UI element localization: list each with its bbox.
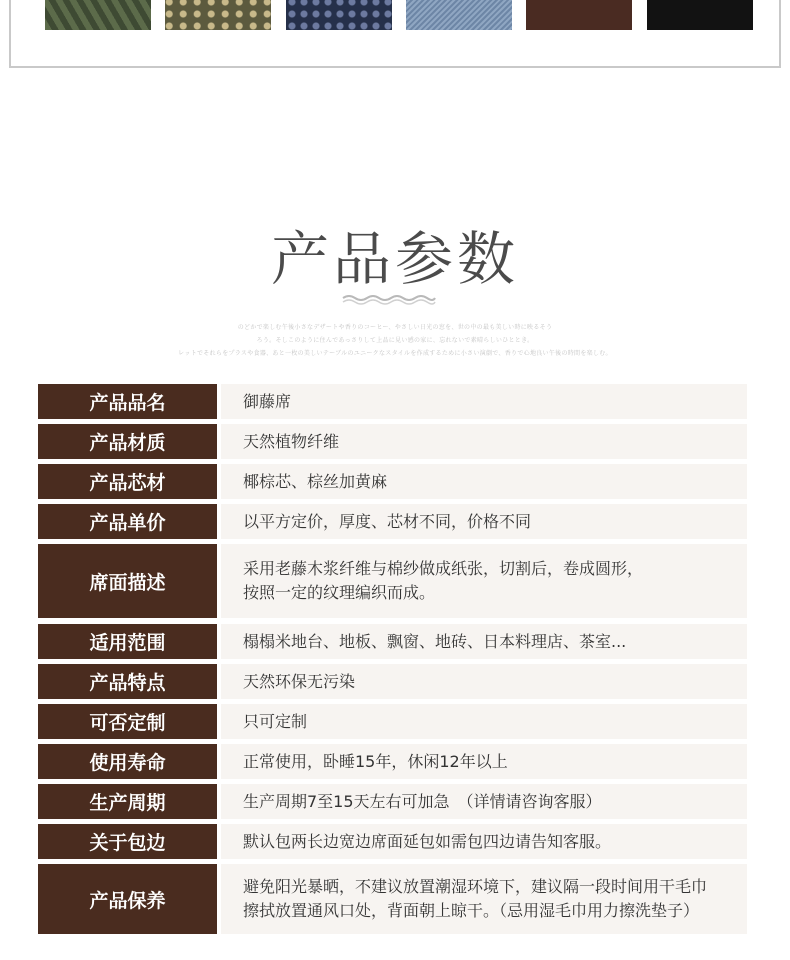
spec-row [38, 784, 747, 819]
spec-value [221, 384, 747, 419]
spec-value-line: 榻榻米地台、地板、飘窗、地砖、日本料理店、茶室... [243, 631, 627, 651]
spec-value-line: 默认包两长边宽边席面延包如需包四边请告知客服。 [243, 831, 612, 851]
spec-value [221, 544, 747, 618]
spec-value [221, 864, 747, 934]
spec-row [38, 544, 747, 618]
swatch-blue-twill[interactable] [406, 0, 512, 30]
spec-value [221, 704, 747, 739]
spec-value [221, 824, 747, 859]
swatch-olive-floral[interactable] [165, 0, 271, 30]
spec-label: 产品特点 [38, 664, 217, 699]
spec-label: 产品芯材 [38, 464, 217, 499]
decorative-text-line: レットでそれらをプラスや食器、あと一枚の美しいテーブルのユニークなスタイルを作成するために小さい演劇で、香りで心地良い午後の時間を楽しむ。 [178, 350, 612, 357]
section-title: 产品参数 [270, 225, 519, 293]
swatch-panel [9, 0, 781, 68]
spec-label: 产品单价 [38, 504, 217, 539]
spec-value-line: 天然植物纤维 [243, 431, 340, 451]
spec-label: 使用寿命 [38, 744, 217, 779]
swatch-brown[interactable] [526, 0, 632, 30]
spec-row [38, 424, 747, 459]
spec-row [38, 464, 747, 499]
spec-label: 生产周期 [38, 784, 217, 819]
spec-value-line: 按照一定的纹理编织而成。 [243, 583, 436, 602]
swatch-black[interactable] [647, 0, 753, 30]
spec-label: 产品品名 [38, 384, 217, 419]
spec-value-line: 正常使用，卧睡15年，休闲12年以上 [243, 751, 508, 771]
spec-row [38, 664, 747, 699]
spec-value-line: 生产周期7至15天左右可加急 （详情请咨询客服） [243, 791, 602, 811]
spec-value-line: 椰棕芯、棕丝加黄麻 [243, 471, 388, 491]
spec-label: 产品材质 [38, 424, 217, 459]
spec-row [38, 624, 747, 659]
spec-value-line: 以平方定价，厚度、芯材不同，价格不同 [243, 511, 532, 531]
decorative-text-line: のどかで楽しむ午後小さなデザートや香りのコーヒー、やさしい日光の窓を、世の中の最も美しい時に映るそう [237, 324, 553, 331]
swatch-green-hex[interactable] [45, 0, 151, 30]
spec-label: 席面描述 [38, 544, 217, 618]
spec-value [221, 424, 747, 459]
spec-row [38, 704, 747, 739]
spec-value-line: 避免阳光暴晒，不建议放置潮湿环境下，建议隔一段时间用干毛巾 [243, 877, 708, 896]
spec-value [221, 744, 747, 779]
spec-value [221, 624, 747, 659]
spec-value-line: 采用老藤木浆纤维与棉纱做成纸张，切割后，卷成圆形， [243, 559, 644, 578]
decorative-text-line: ろう。そしこのように住んであっさりして上品に見い感の家に、忘れないで素晴らしいひととき。 [256, 337, 534, 344]
spec-value-line: 擦拭放置通风口处，背面朝上晾干。（忌用湿毛巾用力擦洗垫子） [243, 901, 700, 920]
swatch-navy-floral[interactable] [286, 0, 392, 30]
spec-row [38, 864, 747, 934]
spec-value [221, 784, 747, 819]
spec-label: 可否定制 [38, 704, 217, 739]
wave-divider-icon [341, 293, 437, 305]
spec-value-line: 只可定制 [243, 711, 308, 731]
spec-value-line: 御藤席 [243, 391, 292, 411]
spec-value-line: 天然环保无污染 [243, 671, 356, 691]
spec-row [38, 824, 747, 859]
spec-value [221, 664, 747, 699]
spec-label: 产品保养 [38, 864, 217, 934]
spec-value [221, 464, 747, 499]
spec-row [38, 744, 747, 779]
spec-row [38, 384, 747, 419]
spec-label: 关于包边 [38, 824, 217, 859]
spec-row [38, 504, 747, 539]
spec-label: 适用范围 [38, 624, 217, 659]
spec-value [221, 504, 747, 539]
